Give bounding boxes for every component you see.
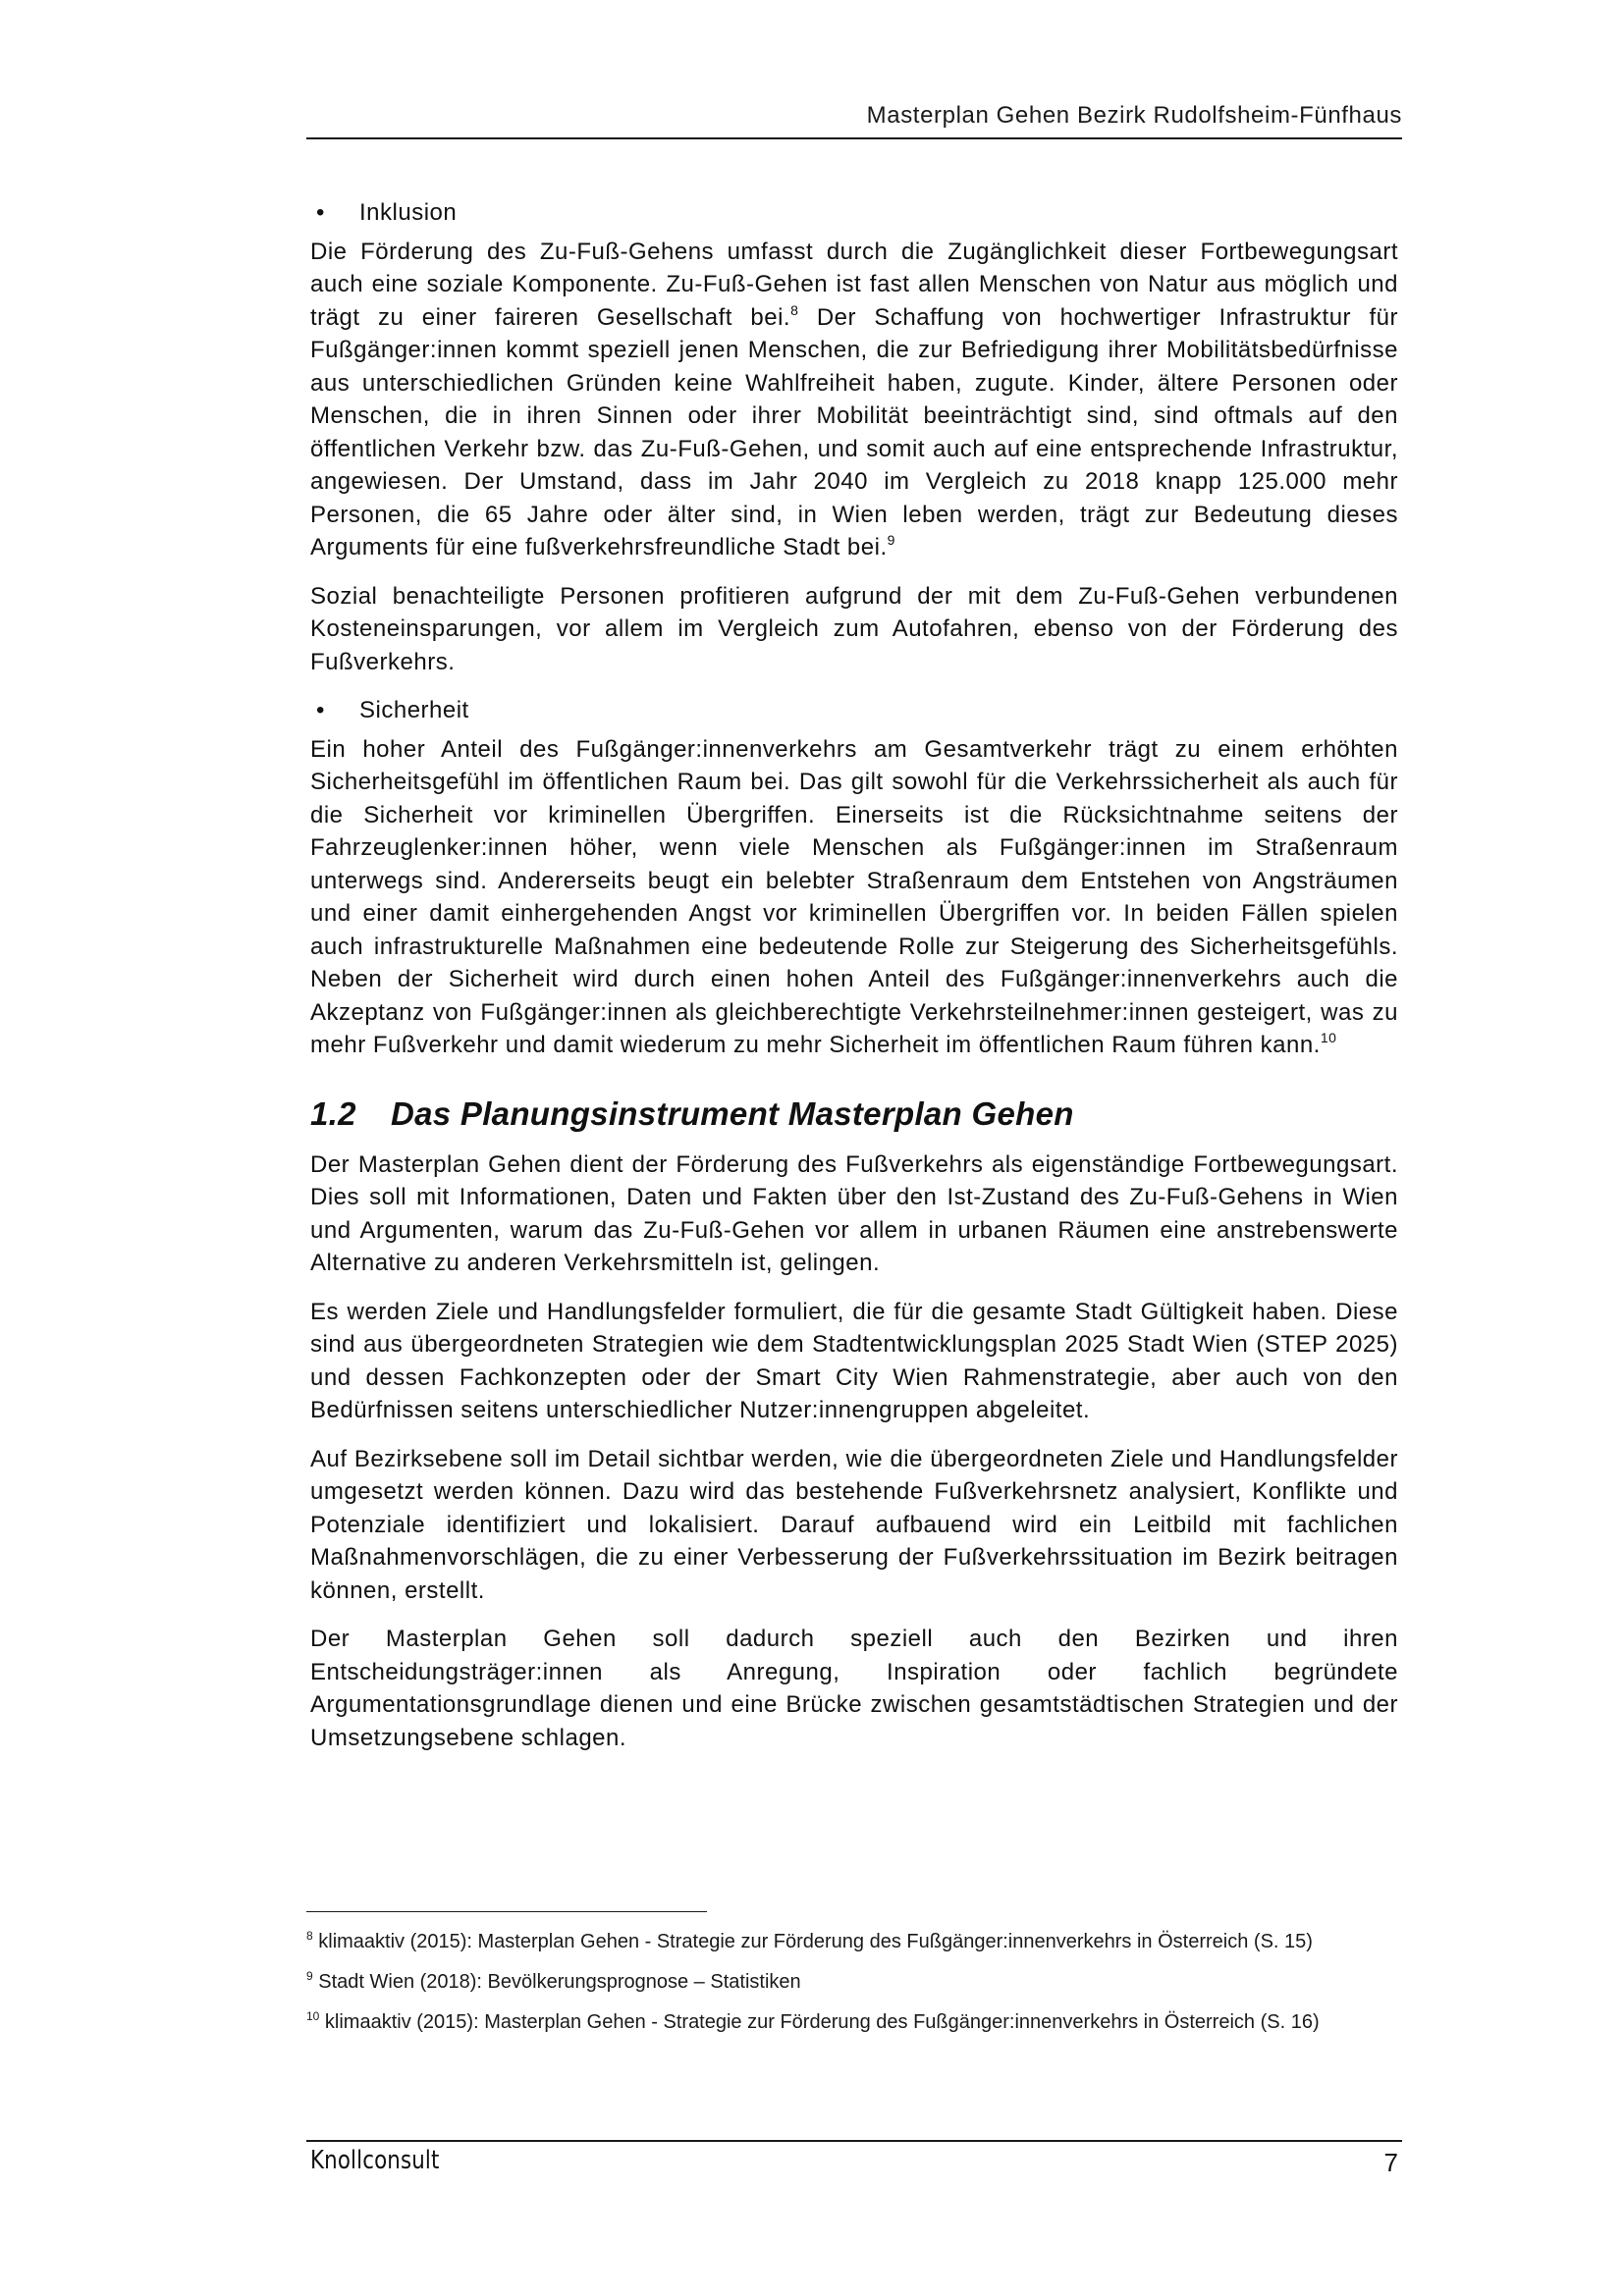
bullet-label: Sicherheit — [359, 697, 469, 723]
paragraph-text: Die Förderung des Zu-Fuß-Gehens umfasst durch die Zugänglichkeit dieser Fortbewegungsart auch eine soziale Komponente. Zu-Fuß-Gehen ist fast allen Menschen von Natur aus möglich und trägt zu einer faireren Gesellschaft bei. — [310, 238, 1398, 331]
footer-rule — [306, 2140, 1402, 2142]
section-heading — [310, 1095, 1398, 1133]
bullet-inklusion — [310, 196, 1398, 230]
bullet-icon: • — [316, 199, 325, 226]
running-header: Masterplan Gehen Bezirk Rudolfsheim-Fünfhaus — [866, 102, 1402, 129]
section-number: 1.2 — [310, 1095, 356, 1132]
footnote-text: klimaaktiv (2015): Masterplan Gehen - Strategie zur Förderung des Fußgänger:innenverkehrs in Österreich (S. 15) — [312, 1931, 1313, 1952]
paragraph-entscheidungstraeger: Der Masterplan Gehen soll dadurch speziell auch den Bezirken und ihren Entscheidungsträger:innen als Anregung, Inspiration oder fachlich begründete Argumentationsgrundlage dienen und eine Brücke zwischen gesamtstädtischen Strategien und der Umsetzungsebene schlagen. — [310, 1626, 1398, 1751]
footnote-10 — [306, 2009, 1402, 2036]
bullet-label: Inklusion — [359, 199, 458, 226]
footnote-ref: 8 — [790, 301, 799, 318]
header-rule — [306, 137, 1402, 139]
paragraph-sicherheit — [310, 733, 1398, 1062]
bullet-icon: • — [316, 697, 325, 723]
paragraph-sozial: Sozial benachteiligte Personen profitieren aufgrund der mit dem Zu-Fuß-Gehen verbundenen Kosteneinsparungen, vor allem im Vergleich zum Autofahren, ebenso von der Förderung des Fußverkehrs. — [310, 582, 1398, 675]
footnote-text: Stadt Wien (2018): Bevölkerungsprognose – Statistiken — [312, 1971, 801, 1993]
main-content — [310, 196, 1398, 1770]
footnote-ref: 9 — [887, 532, 895, 548]
footnote-rule — [306, 1911, 707, 1912]
footnote-text: klimaaktiv (2015): Masterplan Gehen - Strategie zur Förderung des Fußgänger:innenverkehrs in Österreich (S. 16) — [319, 2011, 1320, 2033]
paragraph-bezirksebene: Auf Bezirksebene soll im Detail sichtbar werden, wie die übergeordneten Ziele und Handlungsfelder umgesetzt werden können. Dazu wird das bestehende Fußverkehrsnetz analysiert, Konflikte und Potenziale identifiziert und lokalisiert. Darauf aufbauend wird ein Leitbild mit fachlichen Maßnahmenvorschlägen, die zu einer Verbesserung der Fußverkehrssituation im Bezirk beitragen können, erstellt. — [310, 1445, 1398, 1604]
paragraph-text: Ein hoher Anteil des Fußgänger:innenverkehrs am Gesamtverkehr trägt zu einem erhöhten Sicherheitsgefühl im öffentlichen Raum bei. Das gilt sowohl für die Verkehrssicherheit als auch für die Sicherheit vor kriminellen Übergriffen. Einerseits ist die Rücksichtnahme seitens der Fahrzeuglenker:innen höher, wenn viele Menschen als Fußgänger:innen im Straßenraum unterwegs sind. Andererseits beugt ein belebter Straßenraum dem Entstehen von Angsträumen und einer damit einhergehenden Angst vor kriminellen Übergriffen vor. In beiden Fällen spielen auch infrastrukturelle Maßnahmen eine bedeutende Rolle zur Steigerung des Sicherheitsgefühls. Neben der Sicherheit wird durch einen hohen Anteil des Fußgänger:innenverkehrs auch die Akzeptanz von Fußgänger:innen als gleichberechtigte Verkehrsteilnehmer:innen gesteigert, was zu mehr Fußverkehr und damit wiederum zu mehr Sicherheit im öffentlichen Raum führen kann. — [310, 735, 1398, 1058]
footer-company: Knollconsult — [310, 2146, 440, 2175]
footnote-number: 10 — [306, 2009, 320, 2023]
footnote-number: 8 — [306, 1929, 313, 1943]
bullet-sicherheit — [310, 694, 1398, 727]
paragraph-ziele: Es werden Ziele und Handlungsfelder formuliert, die für die gesamte Stadt Gültigkeit haben. Diese sind aus übergeordneten Strategien wie dem Stadtentwicklungsplan 2025 Stadt Wien (STEP 2025) und dessen Fachkonzepten oder der Smart City Wien Rahmenstrategie, aber auch von den Bedürfnissen seitens unterschiedlicher Nutzer:innengruppen abgeleitet. — [310, 1298, 1398, 1423]
paragraph-masterplan-intro: Der Masterplan Gehen dient der Förderung des Fußverkehrs als eigenständige Fortbewegungsart. Dies soll mit Informationen, Daten und Fakten über den Ist-Zustand des Zu-Fuß-Gehens in Wien und Argumenten, warum das Zu-Fuß-Gehen vor allem in urbanen Räumen eine anstrebenswerte Alternative zu anderen Verkehrsmitteln ist, gelingen. — [310, 1150, 1398, 1276]
page-number: 7 — [1383, 2148, 1398, 2177]
paragraph-text: Der Schaffung von hochwertiger Infrastruktur für Fußgänger:innen kommt speziell jenen Menschen, die zur Befriedigung ihrer Mobilitätsbedürfnisse aus unterschiedlichen Gründen keine Wahlfreiheit haben, zugute. Kinder, ältere Personen oder Menschen, die in ihren Sinnen oder ihrer Mobilität beeinträchtigt sind, sind oftmals auf den öffentlichen Verkehr bzw. das Zu-Fuß-Gehen, und somit auch auf eine entsprechende Infrastruktur, angewiesen. Der Umstand, dass im Jahr 2040 im Vergleich zu 2018 knapp 125.000 mehr Personen, die 65 Jahre oder älter sind, in Wien leben werden, trägt zur Bedeutung dieses Arguments für eine fußverkehrsfreundliche Stadt bei. — [310, 303, 1398, 561]
paragraph-inklusion — [310, 236, 1398, 564]
section-title: Das Planungsinstrument Masterplan Gehen — [391, 1095, 1074, 1132]
footnotes — [306, 1929, 1402, 2050]
footnote-9 — [306, 1969, 1402, 1996]
footnote-number: 9 — [306, 1969, 313, 1983]
footnote-ref: 10 — [1320, 1030, 1337, 1045]
footnote-8 — [306, 1929, 1402, 1955]
